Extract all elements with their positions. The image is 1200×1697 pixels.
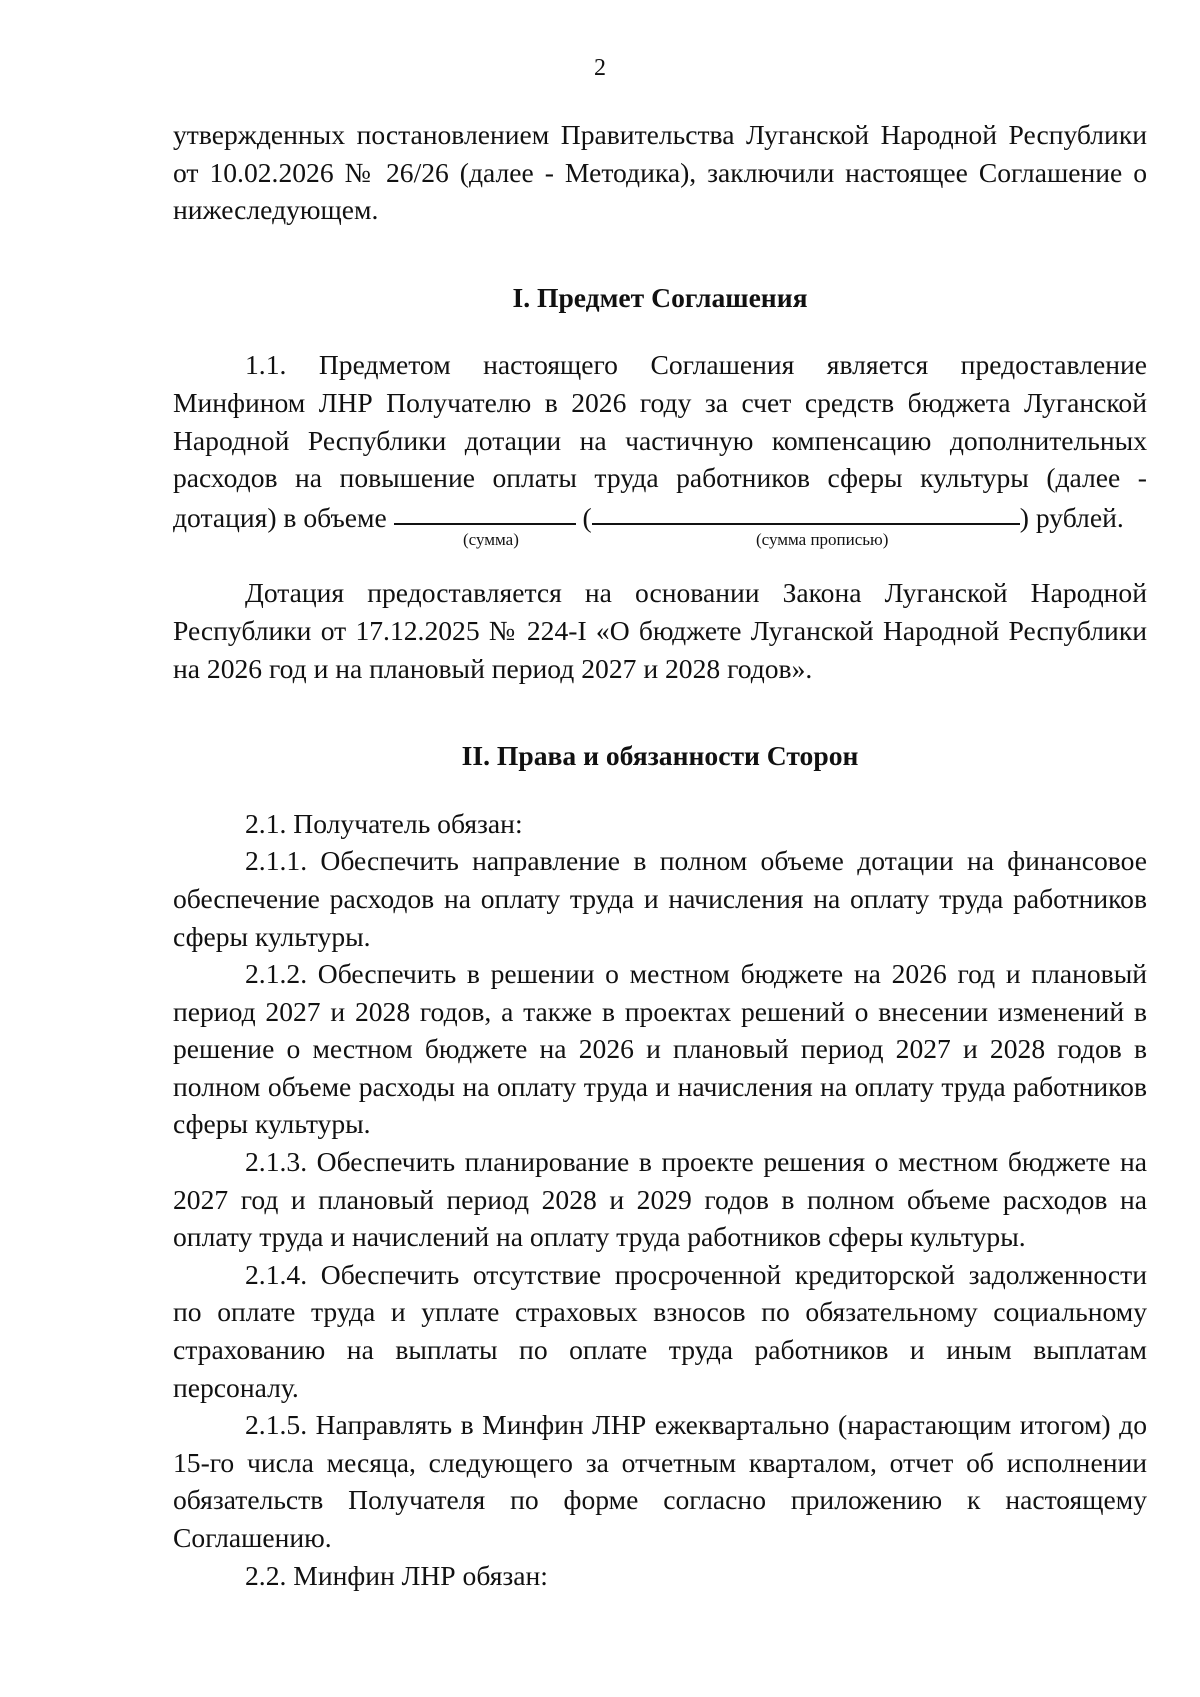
paragraph-2-1-3: 2.1.3. Обеспечить планирование в проекте решения о местном бюджете на 2027 год и плановый период 2028 и 2029 годов в полном объеме расходов на оплату труда и начислений на оплату труда работников сферы культуры. [173,1146,1147,1253]
paragraph-2-1-5: 2.1.5. Направлять в Минфин ЛНР ежеквартально (нарастающим итогом) до 15-го числа месяца, следующего за отчетным кварталом, отчет об исполнении обязательств Получателя по форме согласно приложению к настоящему Соглашению. [173,1409,1147,1553]
paragraph-2-2: 2.2. Минфин ЛНР обязан: [245,1559,548,1591]
paragraph-2-1: 2.1. Получатель обязан: [245,807,523,839]
paragraph-1-1-text: 1.1. Предметом настоящего Соглашения является предоставление Минфином ЛНР Получателю в 2026 году за счет средств бюджета Луганской Народной Республики дотации на частичную компенсацию дополнительных расходов на повышение оплаты труда работников сферы культуры (далее - дотация) в объеме [173,349,1147,533]
section-1-heading: I. Предмет Соглашения [512,281,808,313]
rubles-suffix: ) рублей. [1019,501,1124,533]
paragraph-basis: Дотация предоставляется на основании Закона Луганской Народной Республики от 17.12.2025 № 224-I «О бюджете Луганской Народной Республики на 2026 год и на плановый период 2027 и 2028 годов». [173,577,1147,684]
intro-paragraph: утвержденных постановлением Правительства Луганской Народной Республики от 10.02.2026 № 26/26 (далее - Методика), заключили настоящее Соглашение о нижеследующем. [173,119,1147,226]
open-paren: ( [582,501,592,533]
caption-sum: (сумма) [463,530,519,550]
caption-sum-in-words: (сумма прописью) [756,530,889,550]
paragraph-2-1-1: 2.1.1. Обеспечить направление в полном объеме дотации на финансовое обеспечение расходов на оплату труда и начисления на оплату труда работников сферы культуры. [173,845,1147,952]
amount-blank-field [394,495,576,525]
document-body [173,116,1147,1594]
page-number: 2 [594,55,606,81]
paragraph-2-1-2: 2.1.2. Обеспечить в решении о местном бюджете на 2026 год и плановый период 2027 и 2028 годов, а также в проектах решений о внесении изменений в решение о местном бюджете на 2026 и плановый период 2027 и 2028 годов в полном объеме расходы на оплату труда и начисления на оплату труда работников сферы культуры. [173,958,1147,1140]
section-2-heading: II. Права и обязанности Сторон [461,740,859,772]
paragraph-1-1 [173,346,1147,536]
paragraph-2-1-4: 2.1.4. Обеспечить отсутствие просроченной кредиторской задолженности по оплате труда и уплате страховых взносов по обязательному социальному страхованию на выплаты по оплате труда работников и иным выплатам персоналу. [173,1258,1147,1403]
blank-captions [173,530,1147,552]
amount-in-words-blank-field [592,495,1020,525]
